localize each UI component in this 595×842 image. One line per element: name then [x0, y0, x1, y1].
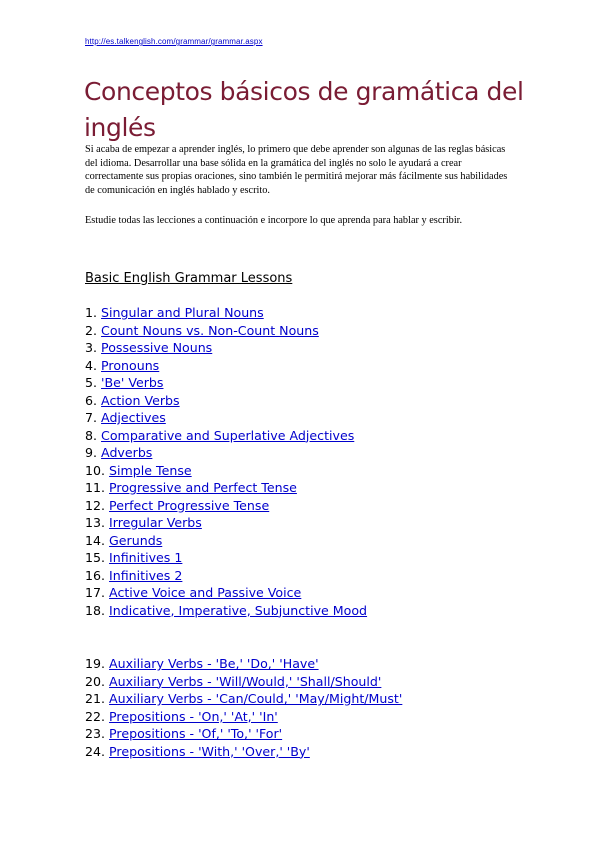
lesson-item [85, 322, 367, 340]
lesson-link[interactable]: Prepositions - 'On,' 'At,' 'In' [109, 708, 278, 724]
lesson-number: 24. [85, 743, 106, 759]
lesson-item [85, 374, 367, 392]
lesson-item [85, 304, 367, 322]
lesson-list-2 [85, 655, 402, 760]
lesson-link[interactable]: Infinitives 1 [109, 550, 183, 565]
lesson-item [85, 392, 367, 410]
lesson-item [85, 655, 402, 673]
lesson-number: 20. [85, 673, 106, 689]
lesson-link[interactable]: Prepositions - 'With,' 'Over,' 'By' [109, 743, 310, 759]
lesson-link[interactable]: Singular and Plural Nouns [101, 305, 264, 320]
lesson-item [85, 567, 367, 585]
source-url-link[interactable]: http://es.talkenglish.com/grammar/grammar.aspx [85, 37, 263, 46]
lesson-item [85, 708, 402, 726]
page-title: Conceptos básicos de gramática del inglés [84, 77, 524, 142]
lesson-item [85, 725, 402, 743]
lesson-number: 4. [85, 357, 98, 373]
lesson-item [85, 444, 367, 462]
lesson-number: 14. [85, 532, 106, 548]
lesson-number: 16. [85, 567, 106, 583]
lesson-link[interactable]: Infinitives 2 [109, 567, 183, 583]
lesson-link[interactable]: Indicative, Imperative, Subjunctive Mood [109, 602, 368, 618]
lesson-list-1 [85, 304, 367, 619]
lesson-number: 1. [85, 305, 98, 320]
lesson-link[interactable]: Adjectives [101, 410, 166, 425]
intro-paragraph-2: Estudie todas las lecciones a continuación e incorpore lo que aprenda para hablar y escribir. [85, 215, 463, 226]
lesson-number: 11. [85, 480, 106, 495]
lesson-link[interactable]: Progressive and Perfect Tense [109, 480, 297, 495]
lesson-number: 19. [85, 656, 106, 671]
lesson-item [85, 532, 367, 550]
lesson-item [85, 357, 367, 375]
lesson-number: 9. [85, 445, 98, 460]
lesson-number: 22. [85, 708, 106, 724]
lesson-item [85, 743, 402, 761]
lesson-item [85, 497, 367, 515]
lesson-number: 17. [85, 585, 106, 600]
lesson-number: 18. [85, 602, 106, 618]
lesson-number: 15. [85, 550, 106, 565]
lesson-number: 12. [85, 497, 106, 513]
lesson-item [85, 584, 367, 602]
lesson-number: 8. [85, 427, 98, 443]
lesson-link[interactable]: Pronouns [101, 357, 160, 373]
lesson-item [85, 427, 367, 445]
lesson-number: 21. [85, 691, 106, 706]
lesson-link[interactable]: Comparative and Superlative Adjectives [101, 427, 355, 443]
lesson-link[interactable]: Count Nouns vs. Non-Count Nouns [101, 322, 319, 338]
lesson-link[interactable]: 'Be' Verbs [101, 375, 164, 390]
lesson-link[interactable]: Prepositions - 'Of,' 'To,' 'For' [109, 726, 283, 741]
lesson-link[interactable]: Gerunds [109, 532, 163, 548]
lesson-number: 6. [85, 392, 98, 408]
lesson-link[interactable]: Simple Tense [109, 462, 192, 478]
lesson-number: 3. [85, 340, 98, 355]
lesson-item [85, 479, 367, 497]
lesson-link[interactable]: Perfect Progressive Tense [109, 497, 270, 513]
lesson-link[interactable]: Action Verbs [101, 392, 180, 408]
lesson-link[interactable]: Active Voice and Passive Voice [109, 585, 302, 600]
section-heading: Basic English Grammar Lessons [85, 271, 293, 286]
lesson-number: 2. [85, 322, 98, 338]
lesson-item [85, 602, 367, 620]
lesson-number: 13. [85, 515, 106, 530]
lesson-item [85, 690, 402, 708]
lesson-number: 7. [85, 410, 98, 425]
lesson-link[interactable]: Possessive Nouns [101, 340, 213, 355]
lesson-number: 5. [85, 375, 98, 390]
lesson-item [85, 339, 367, 357]
intro-paragraph-1: Si acaba de empezar a aprender inglés, lo primero que debe aprender son algunas de las reglas básicas del idioma. Desarrollar una base sólida en la gramática del inglés no solo le ayudará a crear correctamente sus propias oraciones, sino también le permitirá mejorar más fácilmente sus habilidades de comunicación en inglés hablado y escrito. [85, 144, 508, 196]
lesson-link[interactable]: Auxiliary Verbs - 'Can/Could,' 'May/Might/Must' [109, 691, 403, 706]
lesson-item [85, 549, 367, 567]
lesson-link[interactable]: Adverbs [101, 445, 153, 460]
lesson-number: 23. [85, 726, 106, 741]
lesson-link[interactable]: Irregular Verbs [109, 515, 202, 530]
lesson-item [85, 673, 402, 691]
lesson-item [85, 462, 367, 480]
lesson-link[interactable]: Auxiliary Verbs - 'Be,' 'Do,' 'Have' [109, 656, 319, 671]
lesson-link[interactable]: Auxiliary Verbs - 'Will/Would,' 'Shall/Should' [109, 673, 382, 689]
lesson-item [85, 514, 367, 532]
lesson-number: 10. [85, 462, 106, 478]
lesson-item [85, 409, 367, 427]
